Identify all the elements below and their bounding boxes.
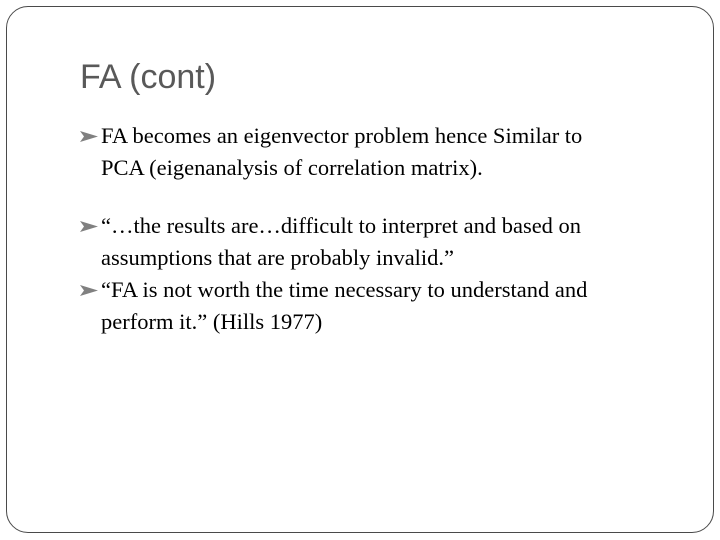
bullet-arrow-icon: [80, 285, 98, 296]
slide-title: FA (cont): [80, 58, 217, 96]
bullet-line: “FA is not worth the time necessary to understand and: [101, 277, 588, 302]
bullet-arrow-icon: [80, 221, 98, 232]
bullet-item: [80, 210, 680, 274]
bullet-line: “…the results are…difficult to interpret and based on: [101, 213, 582, 238]
bullet-line: perform it.” (Hills 1977): [101, 309, 323, 334]
bullet-item: [80, 274, 680, 338]
bullet-list: [80, 120, 680, 338]
bullet-line: assumptions that are probably invalid.”: [101, 245, 455, 270]
bullet-line: PCA (eigenanalysis of correlation matrix).: [101, 155, 483, 180]
bullet-arrow-icon: [80, 131, 98, 142]
bullet-item: [80, 120, 680, 184]
bullet-line: FA becomes an eigenvector problem hence Similar to: [101, 123, 583, 148]
